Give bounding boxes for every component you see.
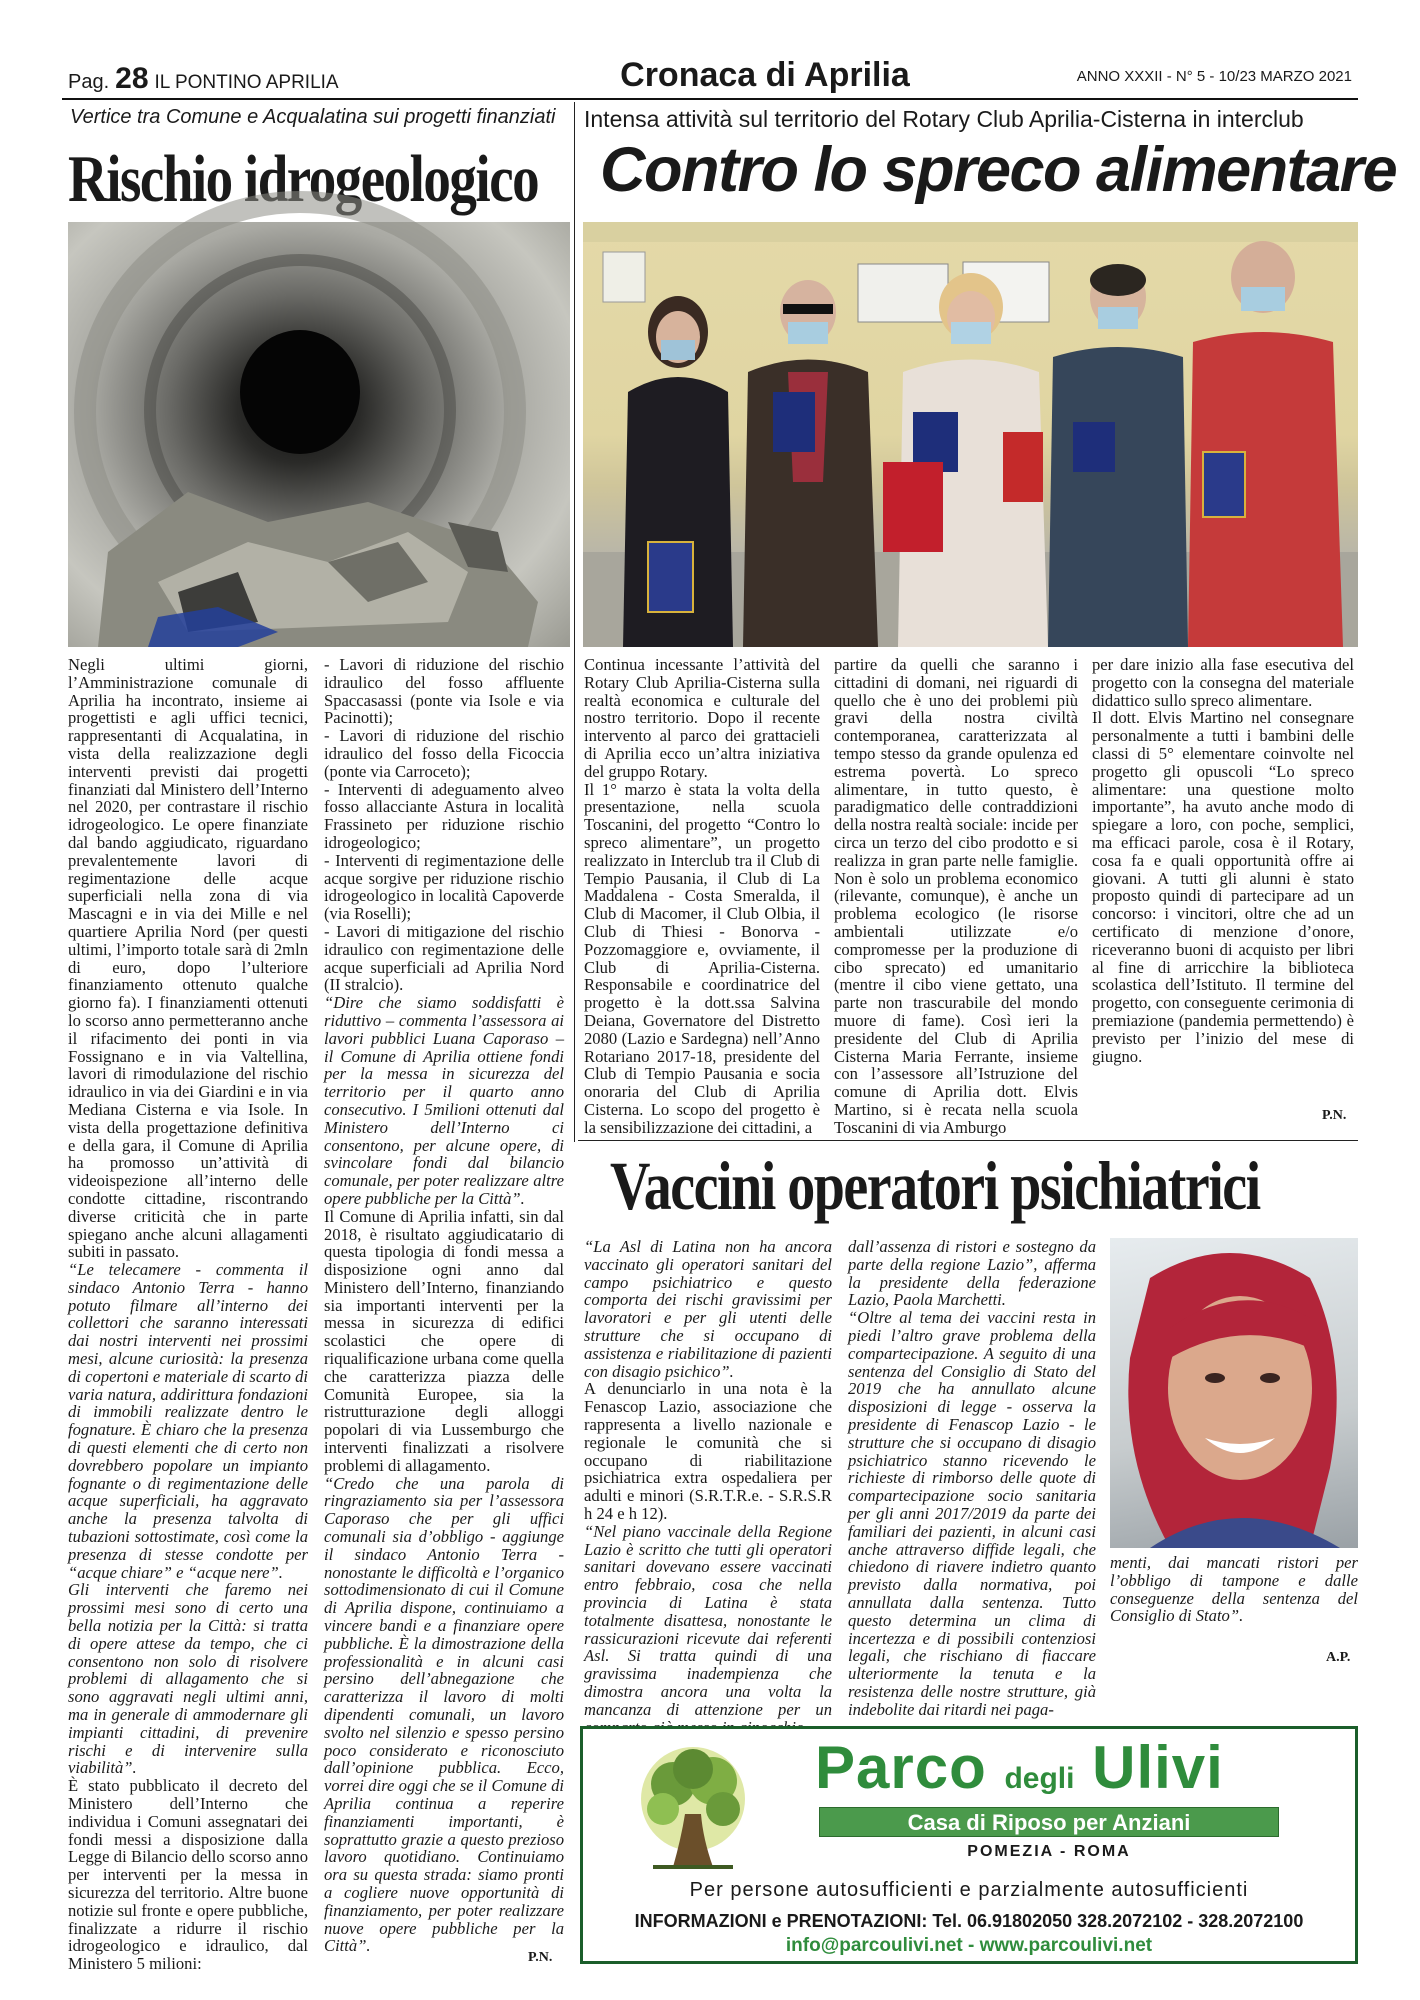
- group-photo-illustration: [583, 222, 1358, 647]
- ad-contact-phones[interactable]: INFORMAZIONI e PRENOTAZIONI: Tel. 06.91802050 328.2072102 - 328.2072100: [634, 1911, 1304, 1931]
- article-paragraph: “La Asl di Latina non ha ancora vaccinato gli operatori sanitari del campo psichiatrico e questo comporta dei rischi gravissimi per lavoratori e per gli utenti delle strutture che si occupano di assistenza e riabilitazione di pazienti con disagio psichico”.: [584, 1237, 832, 1381]
- left-article-column-2: [324, 656, 564, 1961]
- ad-subtitle-band: Casa di Riposo per Anziani: [819, 1807, 1279, 1837]
- ad-brand-title: [815, 1733, 1224, 1802]
- article-paragraph: “Dire che siamo soddisfatti è riduttivo – commenta l’assessora ai lavori pubblici Luana Caporaso – il Comune di Aprilia ottiene fondi per la messa in sicurezza del territorio per il quarto anno consecutivo. I 5milioni ottenuti dal Ministero dell’Interno ci consentono, per alcune opere, di svincolare fondi dal bilancio comunale, per poter realizzare altre opere pubbliche per la Città”.: [324, 993, 564, 1208]
- article-paragraph: per dare inizio alla fase esecutiva del progetto con la consegna del materiale didattico sullo spreco alimentare.: [1092, 655, 1354, 710]
- ad-brand-main: Parco: [815, 1734, 987, 1801]
- header-rule: [62, 98, 1358, 100]
- article-paragraph: “Credo che una parola di ringraziamento sia per l’assessora Caporaso che per gli uffici comunali sia d’obbligo - aggiunge il sindaco Antonio Terra - nonostante le difficoltà e l’organico sottodimensionato di cui il Comune di Aprilia dispone, continuiamo a vincere bandi e a finanziare opere pubbliche. È la dimostrazione della professionalità e in alcuni casi persino dell’abnegazione che caratterizza il lavoro di molti dipendenti comunali, un lavoro svolto nel silenzio e spesso persino poco considerato e riconosciuto dall’opinione pubblica. Ecco, vorrei dire oggi che se il Comune di Aprilia continua a reperire finanziamenti importanti, è soprattutto grazie a questo prezioso lavoro quotidiano. Continuiamo ora su questa strada: siamo pronti a cogliere nuove opportunità di finanziamento, per poter realizzare nuove opere pubbliche per la Città”.: [324, 1473, 564, 1956]
- vaccini-article-column-2: [848, 1238, 1096, 1718]
- right-article-title: Contro lo spreco alimentare: [600, 135, 1397, 205]
- article-paragraph: - Lavori di riduzione del rischio idraulico del fosso della Ficoccia (ponte via Carroceto);: [324, 726, 564, 781]
- article-paragraph: “Oltre al tema dei vaccini resta in piedi l’altro grave problema della compartecipazione. A seguito di una sentenza del Consiglio di Stato del 2019 che ha annullato alcune disposizioni di legge - osserva la presidente di Fenascop Lazio - le strutture che si occupano di disagio psichiatrico stanno ricevendo le richieste di rimborso delle quote di compartecipazione socio sanitaria per gli anni 2017/2019 da parte dei familiari dei pazienti, in alcuni casi anche attraverso diffide legali, che chiedono di riavere indietro quanto previsto dalla normativa, poi annullata dalla sentenza. Tutto questo determina un clima di incertezza e di possibili contenziosi legali, che rischiano di fiaccare ulteriormente la tenuta e la resistenza delle nostre strutture, già indebolite dai ritardi nei paga-: [848, 1308, 1096, 1719]
- article-paragraph: Il dott. Elvis Martino nel consegnare personalmente a tutti i bambini delle classi di 5° elementare coinvolte nel progetto gli opuscoli “Lo spreco alimentare: una questione molto importante”, ha avuto anche modo di spiegare a loro, con poche, semplici, ma efficaci parole, cosa è il Rotary, cosa fa e quali opportunità offre ai giovani. A tutti gli alunni è stato proposto quindi di partecipare ad un concorso: i vincitori, oltre che ad un certificato di menzione d’onore, riceveranno buoni di acquisto per libri al fine di arricchire la biblioteca scolastica dell’Istituto. Il termine del progetto, con conseguente cerimonia di premiazione (pandemia permettendo) è previsto per l’inizio del mese di giugno.: [1092, 708, 1354, 1066]
- left-article-kicker: Vertice tra Comune e Acqualatina sui progetti finanziati: [70, 106, 556, 128]
- article-paragraph: “Le telecamere - commenta il sindaco Antonio Terra - hanno potuto filmare all’interno dei collettori che saranno interessati dai nostri interventi nei prossimi mesi, alcune curiosità: la presenza di copertoni e materiale di scarto di varia natura, addirittura fondazioni di immobili realizzate dentro le fognature. È chiaro che la presenza di questi elementi che di certo non dovrebbero popolare un impianto fognante o di regimentazione delle acque superficiali, ha aggravato anche la presenza talvolta di tubazioni sottostimate, così come la presenza di stesse condotte per “acque chiare” e “acque nere”.: [68, 1260, 308, 1582]
- ad-city: POMEZIA - ROMA: [967, 1843, 1131, 1860]
- ad-contact-web[interactable]: info@parcoulivi.net - www.parcoulivi.net: [785, 1935, 1153, 1956]
- article-paragraph: - Interventi di adeguamento alveo fosso allacciante Astura in località Frassineto per riduzione rischio idrogeologico;: [324, 779, 564, 852]
- left-article-title: Rischio idrogeologico: [68, 141, 539, 216]
- ad-brand-end: Ulivi: [1092, 1734, 1224, 1801]
- issue-info: ANNO XXXII - N° 5 - 10/23 MARZO 2021: [1076, 68, 1352, 85]
- article-paragraph: partire da quelli che saranno i cittadini di domani, nei riguardi di quello che è uno dei problemi più gravi della nostra civiltà contemporanea, caratterizzata al tempo stesso da grande opulenza ed estrema povertà. Lo spreco alimentare, in tutto questo, è paradigmatico delle contraddizioni della nostra realtà sociale: incide per circa un terzo del cibo prodotto e si realizza in gran parte nelle famiglie. Non è solo un problema economico (rilevante, comunque), è anche un problema ecologico (le risorse ambientali utilizzate e/o compromesse per la produzione di cibo sprecato) ed umanitario (mentre il cibo viene gettato, una parte non trascurabile del mondo muore di fame). Così ieri la presidente del Club di Aprilia Cisterna Maria Ferrante, insieme con l’assessore all’Istruzione del comune di Aprilia dott. Elvis Martino, si è recata nella scuola Toscanini di via Amburgo: [834, 655, 1078, 1137]
- article-paragraph: A denunciarlo in una nota è la Fenascop Lazio, associazione che rappresenta a livello nazionale e regionale le comunità che si occupano di riabilitazione psichiatrica extra ospedaliera per adulti e minori (S.R.T.R.e. - S.R.S.R h 24 e h 12).: [584, 1379, 832, 1523]
- left-article-column-1: [68, 656, 308, 1978]
- vaccini-article-column-1: [584, 1238, 832, 1718]
- article-paragraph: dall’assenza di ristori e sostegno da parte della regione Lazio”, afferma la presidente della federazione Lazio, Paola Marchetti.: [848, 1237, 1096, 1310]
- section-divider: [578, 1140, 1358, 1141]
- article-paragraph: Negli ultimi giorni, l’Amministrazione comunale di Aprilia ha incontrato, insieme ai progettisti e agli uffici tecnici, rappresentanti di Acqualatina, in vista della realizzazione degli interventi previsti dai progetti finanziati dal Ministero dell’Interno nel 2020, per contrastare il rischio idrogeologico. Le opere finanziate dal bando aggiudicato, riguardano prevalentemente lavori di regimentazione delle acque superficiali nella zona di via Mascagni e in via dei Mille e nel quartiere Aprilia Nord (per questi ultimi, l’importo totale sarà di 2mln di euro, dopo l’ulteriore finanziamento ottenuto qualche giorno fa). I finanziamenti ottenuti lo scorso anno permetteranno anche il rifacimento dei ponti in via Fossignano e in via Valtellina, lavori di rimodulazione del rischio idraulico in via dei Giardini e in via Mediana Cisterna e via Isole. In vista della progettazione definitiva e della gara, il Comune di Aprilia ha promosso un’attività di videoispezione all’interno delle condotte cittadine, riscontrando diverse criticità che in parte spiegano anche alcuni allagamenti subiti in passato.: [68, 655, 308, 1262]
- right-article-column-1: [584, 655, 820, 1137]
- right-article-column-3: [1092, 656, 1354, 1106]
- left-article-signature: P.N.: [528, 1950, 553, 1965]
- rotary-group-photo: [583, 222, 1358, 647]
- section-title: Cronaca di Aprilia: [620, 56, 910, 94]
- pipe-photo-illustration: [68, 222, 570, 647]
- article-paragraph: - Interventi di regimentazione delle acque sorgive per riduzione rischio idrogeologico in località Capoverde (via Roselli);: [324, 850, 564, 924]
- vaccini-article-column-3: [1110, 1554, 1358, 1654]
- sewer-pipe-photo: [68, 222, 570, 647]
- page-number: 28: [115, 62, 149, 95]
- article-paragraph: “Nel piano vaccinale della Regione Lazio è scritto che tutti gli operatori sanitari dovevano essere vaccinati entro febbraio, cosa che nella provincia di Latina è stata totalmente disattesa, nonostante le rassicurazioni ricevute dai referenti Asl. Si tratta quindi di una gravissima inadempienza che dimostra ancora una volta la mancanza di attenzione per un: [584, 1521, 832, 1719]
- column-divider: [574, 102, 575, 1142]
- article-paragraph: Continua incessante l’attività del Rotary Club Aprilia-Cisterna sulla realtà economica e culturale del nostro territorio. Dopo il recente intervento al parco dei grattacieli di Aprilia ecco un’altra iniziativa del gruppo Rotary.: [584, 655, 820, 781]
- article-paragraph: Gli interventi che faremo nei prossimi mesi sono di certo una bella notizia per la Città: si tratta di opere attese da tempo, che ci consentono non solo di risolvere problemi di allagamento che si sono aggravati negli ultimi anni, ma in generale di ammodernare gli impianti cittadini, di prevenire rischi e di intervenire sulla viabilità”.: [68, 1580, 308, 1778]
- right-article-signature: P.N.: [1322, 1108, 1347, 1123]
- portrait-illustration: [1110, 1238, 1358, 1548]
- ad-brand-small: degli: [1004, 1762, 1075, 1795]
- portrait-photo: [1110, 1238, 1358, 1548]
- vaccini-article-signature: A.P.: [1326, 1650, 1351, 1665]
- ad-audience-line: Per persone autosufficienti e parzialmente autosufficienti: [689, 1879, 1249, 1901]
- article-paragraph: - Lavori di riduzione del rischio idraulico del fosso affluente Spaccasassi (ponte via Isole e via Pacinotti);: [324, 655, 564, 728]
- olive-tree-logo-icon: [623, 1739, 763, 1875]
- page-header-left: [68, 62, 339, 96]
- article-paragraph: Il Comune di Aprilia infatti, sin dal 2018, è risultato aggiudicatario di questa tipologia di fondi messa a disposizione ogni anno dal Ministero dell’Interno, finanziando sia importanti interventi per la messa in sicurezza di edifici scolastici che opere di riqualificazione urbana come quella che caratterizza piazza delle Comunità Europee, sia la ristrutturazione degli alloggi popolari di via Lussemburgo che interventi finalizzati a risolvere problemi di allagamento.: [324, 1206, 564, 1475]
- article-paragraph: Il 1° marzo è stata la volta della presentazione, nella scuola Toscanini, del progetto “Contro lo spreco alimentare”, un progetto realizzato in Interclub tra il Club di Tempio Pausania, il Club di La Maddalena - Costa Smeralda, il Club di Macomer, il Club Olbia, il Club di Thiesi - Bonorva - Pozzomaggiore e, ovviamente, il Club di Aprilia-Cisterna. Responsabile e coordinatrice del progetto è la dott.ssa Salvina Deiana, Governatore del Distretto 2080 (Lazio e Sardegna) nell’Anno Rotariano 2017-18, presidente del Club di Tempio Pausania e socia onoraria del Club di Aprilia Cisterna. Lo scopo del progetto è la sensibilizzazione dei cittadini, a: [584, 779, 820, 1137]
- article-paragraph: - Lavori di mitigazione del rischio idraulico con regimentazione delle acque superficiali ad Aprilia Nord (II stralcio).: [324, 921, 564, 995]
- right-article-kicker: Intensa attività sul territorio del Rotary Club Aprilia-Cisterna in interclub: [584, 106, 1304, 132]
- page-label: Pag.: [68, 71, 110, 93]
- article-paragraph: menti, dai mancati ristori per l’obbligo di tampone e dalle conseguenze della sentenza del Consiglio di Stato”.: [1110, 1553, 1358, 1626]
- right-article-column-2: [834, 655, 1078, 1137]
- advertisement-box[interactable]: [580, 1726, 1358, 1964]
- vaccini-article-title: Vaccini operatori psichiatrici: [610, 1149, 1260, 1225]
- article-paragraph: È stato pubblicato il decreto del Ministero dell’Interno che individua i Comuni assegnatari dei fondi messi a disposizione dalla Legge di Bilancio dello scorso anno per interventi per la messa in sicurezza del territorio. Altre buone notizie sul fronte e opere pubbliche, finalizzate a ridurre il rischio idrogeologico e idraulico, dal Ministero 5 milioni:: [68, 1776, 308, 1974]
- publication-name: IL PONTINO APRILIA: [154, 72, 339, 93]
